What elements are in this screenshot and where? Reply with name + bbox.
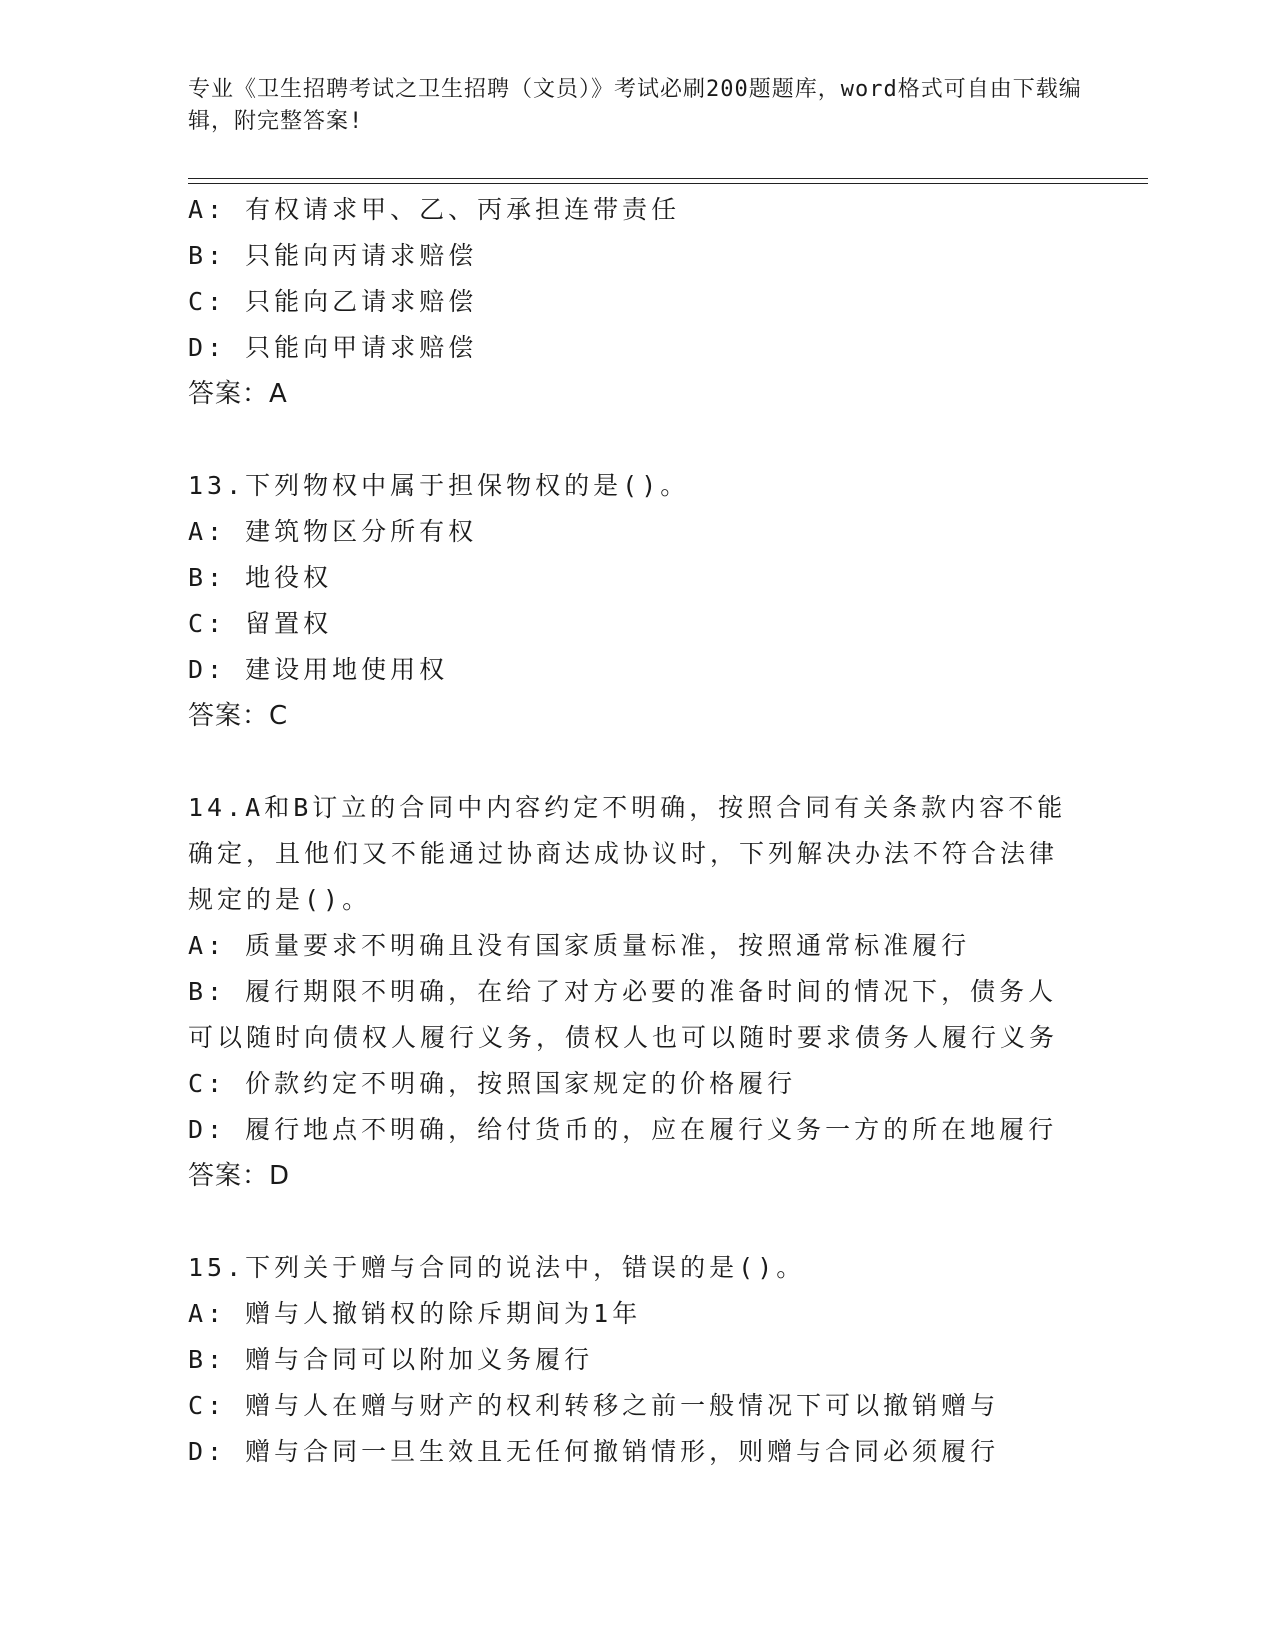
option-b: B: 履行期限不明确，在给了对方必要的准备时间的情况下，债务人可以随时向债权人履行义务，债权人也可以随时要求债务人履行义务 xyxy=(188,977,1059,1052)
option-a: A: 有权请求甲、乙、丙承担连带责任 xyxy=(188,195,681,224)
option-c: C: 价款约定不明确，按照国家规定的价格履行 xyxy=(188,1069,797,1098)
option-b: B: 地役权 xyxy=(188,563,333,592)
option-b: B: 只能向丙请求赔偿 xyxy=(188,241,478,270)
option-d: D: 只能向甲请求赔偿 xyxy=(188,333,478,362)
question-stem: 15.下列关于赠与合同的说法中，错误的是()。 xyxy=(188,1253,806,1282)
option-a: A: 建筑物区分所有权 xyxy=(188,517,478,546)
question-13 xyxy=(188,463,1088,739)
question-14 xyxy=(188,785,1088,1199)
question-12-continued xyxy=(188,187,1088,417)
question-stem: 14.A和B订立的合同中内容约定不明确，按照合同有关条款内容不能确定，且他们又不能通过协商达成协议时，下列解决办法不符合法律规定的是()。 xyxy=(188,793,1067,914)
option-d: D: 赠与合同一旦生效且无任何撤销情形，则赠与合同必须履行 xyxy=(188,1437,1000,1466)
option-c: C: 只能向乙请求赔偿 xyxy=(188,287,478,316)
option-a: A: 赠与人撤销权的除斥期间为1年 xyxy=(188,1299,642,1328)
option-b: B: 赠与合同可以附加义务履行 xyxy=(188,1345,594,1374)
question-gap xyxy=(188,417,1088,463)
question-gap xyxy=(188,739,1088,785)
answer: 答案：A xyxy=(188,379,288,409)
header-divider xyxy=(188,178,1148,184)
option-c: C: 留置权 xyxy=(188,609,333,638)
option-d: D: 履行地点不明确，给付货币的，应在履行义务一方的所在地履行 xyxy=(188,1115,1058,1144)
option-d: D: 建设用地使用权 xyxy=(188,655,449,684)
question-gap xyxy=(188,1199,1088,1245)
option-c: C: 赠与人在赠与财产的权利转移之前一般情况下可以撤销赠与 xyxy=(188,1391,1000,1420)
answer: 答案：D xyxy=(188,1161,291,1191)
answer: 答案：C xyxy=(188,701,289,731)
document-header: 专业《卫生招聘考试之卫生招聘（文员）》考试必刷200题题库，word格式可自由下载编辑，附完整答案! xyxy=(188,77,1082,134)
question-stem: 13.下列物权中属于担保物权的是()。 xyxy=(188,471,690,500)
option-a: A: 质量要求不明确且没有国家质量标准，按照通常标准履行 xyxy=(188,931,971,960)
question-15 xyxy=(188,1245,1088,1475)
question-list xyxy=(188,187,1088,1475)
